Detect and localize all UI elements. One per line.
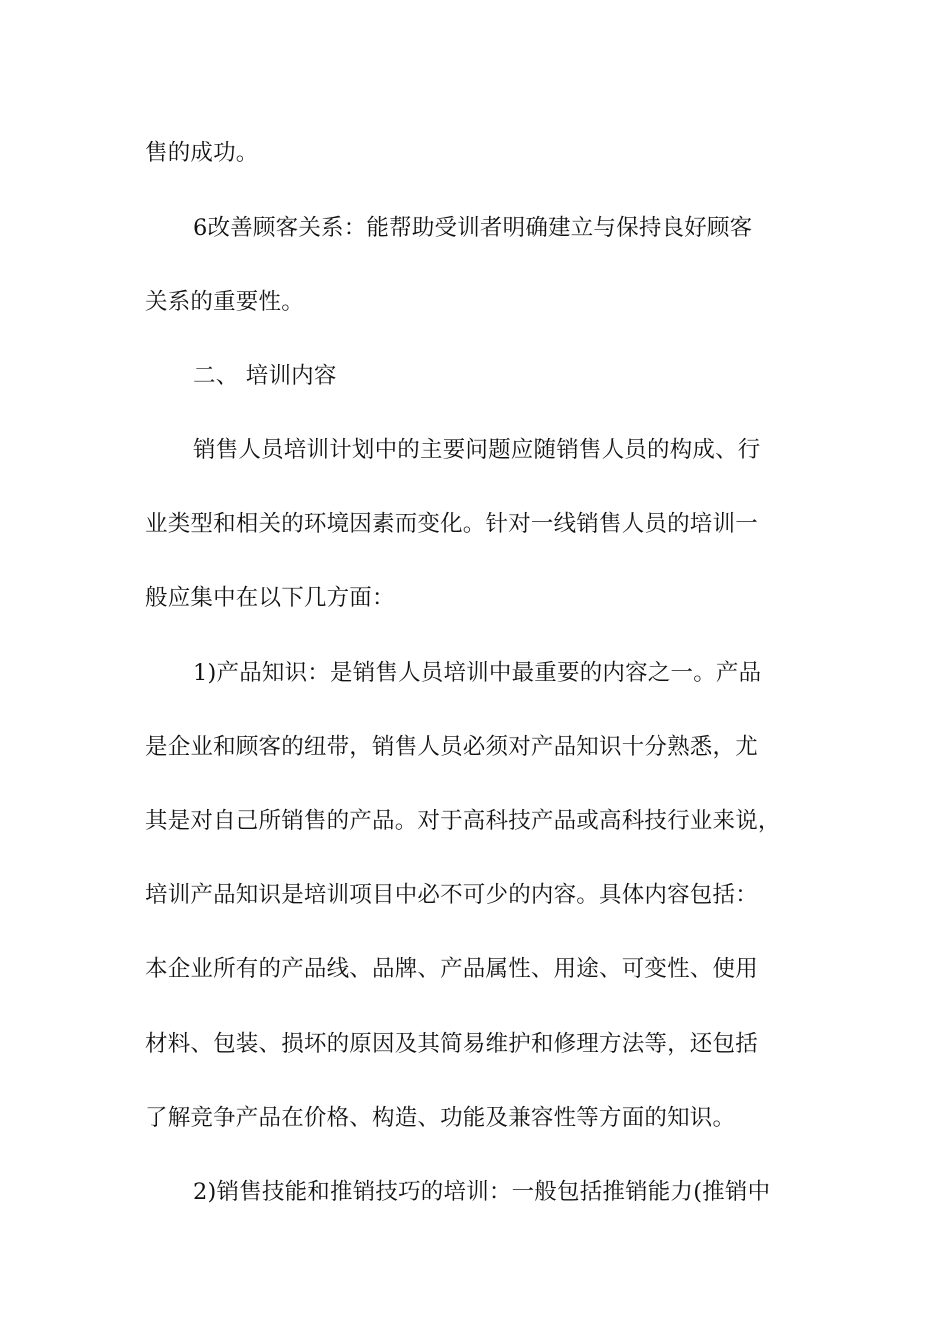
text-line-15: 2)销售技能和推销技巧的培训：一般包括推销能力(推销中 [193, 1179, 771, 1205]
text-line-6: 业类型和相关的环境因素而变化。针对一线销售人员的培训一 [145, 511, 758, 537]
text-line-5: 销售人员培训计划中的主要问题应随销售人员的构成、行 [193, 437, 761, 463]
text-line-3: 关系的重要性。 [145, 289, 304, 315]
text-line-7: 般应集中在以下几方面： [145, 585, 395, 611]
text-line-13: 材料、包装、损坏的原因及其简易维护和修理方法等，还包括 [145, 1031, 758, 1057]
text-line-2: 6改善顾客关系：能帮助受训者明确建立与保持良好顾客 [193, 215, 753, 241]
text-line-1: 售的成功。 [145, 140, 259, 166]
text-line-8: 1)产品知识：是销售人员培训中最重要的内容之一。产品 [193, 660, 762, 686]
text-line-14: 了解竞争产品在价格、构造、功能及兼容性等方面的知识。 [145, 1105, 736, 1131]
text-line-11: 培训产品知识是培训项目中必不可少的内容。具体内容包括： [145, 882, 758, 908]
section-heading: 二、 培训内容 [193, 363, 337, 389]
text-line-10: 其是对自己所销售的产品。对于高科技产品或高科技行业来说， [145, 808, 781, 834]
text-line-12: 本企业所有的产品线、品牌、产品属性、用途、可变性、使用 [145, 956, 758, 982]
text-line-9: 是企业和顾客的纽带，销售人员必须对产品知识十分熟悉，尤 [145, 734, 758, 760]
